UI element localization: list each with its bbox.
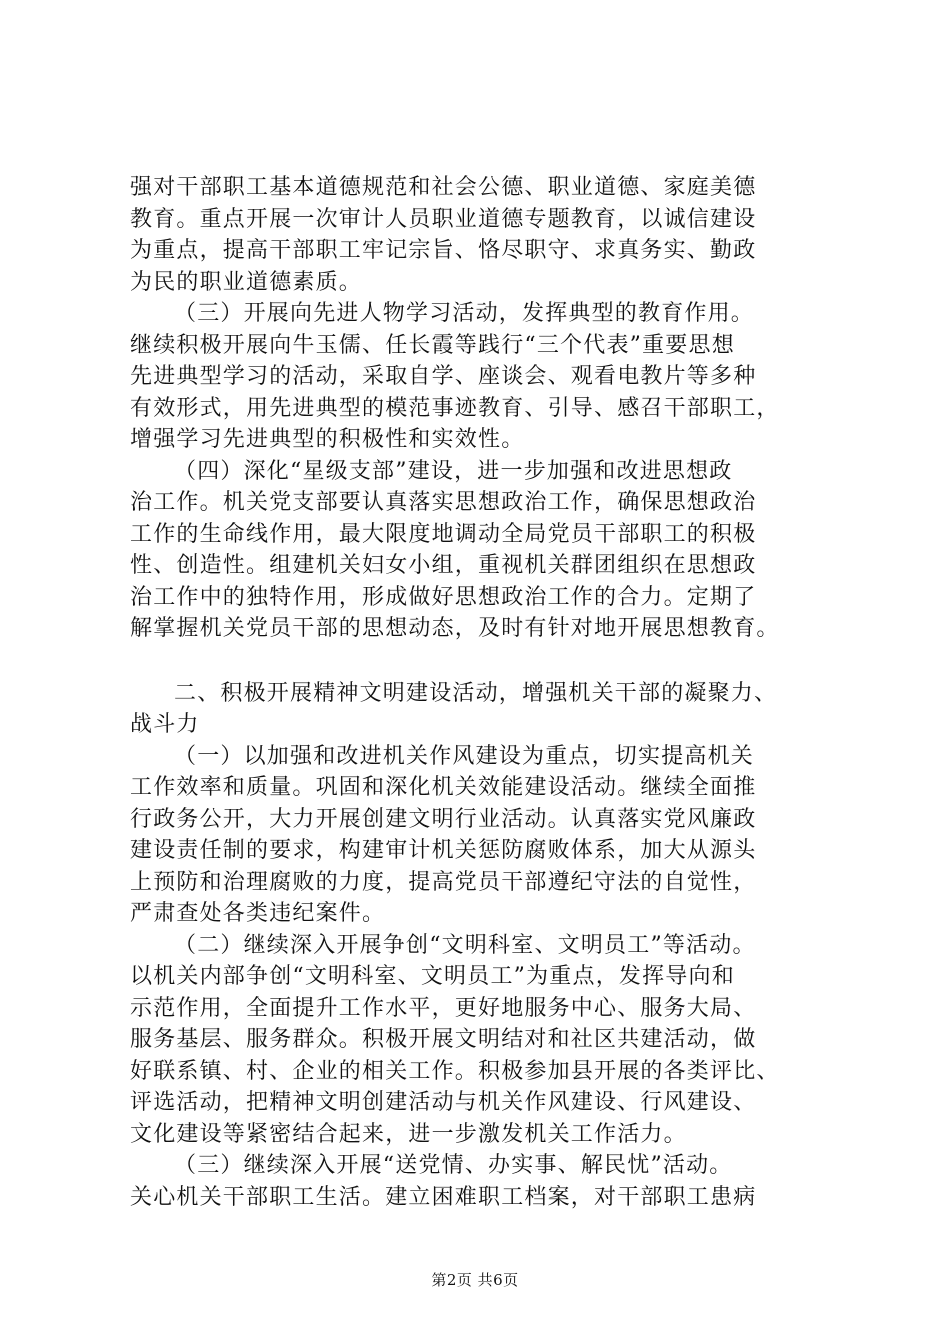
- text-line: 增强学习先进典型的积极性和实效性。: [130, 427, 525, 452]
- document-body: [130, 172, 850, 1213]
- text-line: 服务基层、服务群众。积极开展文明结对和社区共建活动，做: [130, 1027, 757, 1052]
- text-line: 文化建设等紧密结合起来，进一步激发机关工作活力。: [130, 1121, 687, 1147]
- text-line: 评选活动，把精神文明创建活动与机关作风建设、行风建设、: [130, 1090, 757, 1115]
- text-line: 以机关内部争创“文明科室、文明员工”为重点，发挥导向和: [130, 964, 735, 989]
- text-line: 治工作中的独特作用，形成做好思想政治工作的合力。定期了: [130, 584, 757, 610]
- text-line: 关心机关干部职工生活。建立困难职工档案，对干部职工患病: [130, 1184, 757, 1210]
- text-line: 强对干部职工基本道德规范和社会公德、职业道德、家庭美德: [130, 175, 757, 200]
- paragraph-heading-4: （四）深化“星级支部”建设，进一步加强和改进思想政: [174, 458, 733, 484]
- text-line: 为重点，提高干部职工牢记宗旨、恪尽职守、求真务实、勤政: [130, 238, 757, 263]
- text-line: 继续积极开展向牛玉儒、任长霞等践行“三个代表”重要思想: [130, 332, 735, 358]
- text-line: 先进典型学习的活动，采取自学、座谈会、观看电教片等多种: [130, 364, 757, 389]
- paragraph-heading-3b: （三）继续深入开展“送党情、办实事、解民忧”活动。: [174, 1153, 733, 1178]
- text-line: 解掌握机关党员干部的思想动态，及时有针对地开展思想教育。: [130, 616, 780, 641]
- text-line: 严肃查处各类违纪案件。: [130, 901, 386, 926]
- text-line: 行政务公开，大力开展创建文明行业活动。认真落实党风廉政: [130, 806, 757, 832]
- text-line: 为民的职业道德素质。: [130, 269, 363, 295]
- text-line: 工作的生命线作用，最大限度地调动全局党员干部职工的积极: [130, 521, 757, 547]
- paragraph-gap: [130, 645, 850, 678]
- text-line: 示范作用，全面提升工作水平，更好地服务中心、服务大局、: [130, 995, 757, 1021]
- text-line: 好联系镇、村、企业的相关工作。积极参加县开展的各类评比、: [130, 1058, 780, 1084]
- page-number-footer: 第2页 共6页: [431, 1271, 519, 1289]
- text-line: 性、创造性。组建机关妇女小组，重视机关群团组织在思想政: [130, 553, 757, 578]
- text-line: 建设责任制的要求，构建审计机关惩防腐败体系，加大从源头: [130, 838, 757, 863]
- paragraph-heading-3: （三）开展向先进人物学习活动，发挥典型的教育作用。: [174, 301, 755, 326]
- section-heading: 二、积极开展精神文明建设活动，增强机关干部的凝聚力、: [174, 680, 778, 706]
- text-line: 有效形式，用先进典型的模范事迹教育、引导、感召干部职工，: [130, 395, 780, 421]
- text-line: 教育。重点开展一次审计人员职业道德专题教育，以诚信建设: [130, 206, 757, 232]
- text-line: 工作效率和质量。巩固和深化机关效能建设活动。继续全面推: [130, 775, 757, 800]
- paragraph-heading-1: （一）以加强和改进机关作风建设为重点，切实提高机关: [174, 743, 755, 769]
- section-heading-continued: 战斗力: [130, 712, 200, 737]
- text-line: 治工作。机关党支部要认真落实思想政治工作，确保思想政治: [130, 490, 757, 515]
- paragraph-heading-2: （二）继续深入开展争创“文明科室、文明员工”等活动。: [174, 932, 756, 958]
- text-line: 上预防和治理腐败的力度，提高党员干部遵纪守法的自觉性，: [130, 869, 757, 895]
